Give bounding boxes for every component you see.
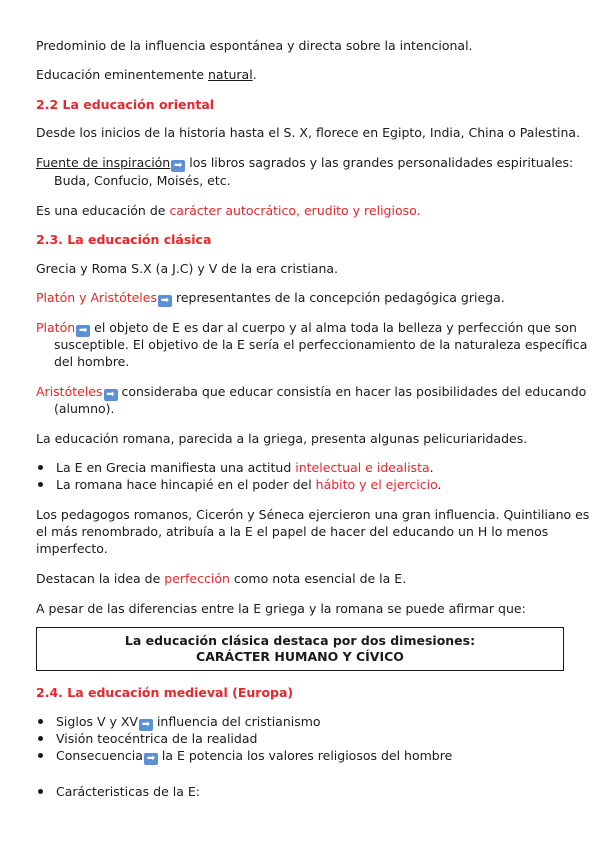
paragraph-oriental-history: Desde los inicios de la historia hasta el S. X, florece en Egipto, India, China o Palestina.	[36, 125, 581, 140]
list-item	[56, 476, 566, 493]
arrow-right-icon: ➡	[76, 325, 90, 337]
box-line2: CARÁCTER HUMANO Y CÍVICO	[196, 649, 404, 664]
text: Es una educación de	[36, 203, 170, 218]
text: Destacan la idea de	[36, 571, 165, 586]
highlight-red: intelectual e idealista	[295, 460, 430, 475]
section-heading-2-2: 2.2 La educación oriental	[36, 97, 215, 112]
paragraph-grecia-roma: Grecia y Roma S.X (a J.C) y V de la era cristiana.	[36, 261, 339, 276]
highlight-red: Platón y Aristóteles	[36, 290, 157, 305]
highlight-red: Aristóteles	[36, 384, 103, 399]
paragraph-platon	[36, 319, 577, 337]
paragraph-aristoteles	[36, 383, 587, 401]
paragraph-aristoteles-line2: (alumno).	[54, 401, 115, 416]
paragraph-fuente	[36, 154, 574, 172]
list-item	[56, 713, 566, 731]
text: .	[437, 477, 442, 492]
paragraph-platon-line2: susceptible. El objetivo de la E sería el perfeccionamiento de la naturaleza específica	[54, 337, 588, 352]
paragraph-pedagogos-line1: Los pedagogos romanos, Cicerón y Séneca ejercieron una gran influencia. Quintiliano es	[36, 507, 590, 522]
paragraph-caracter	[36, 202, 566, 219]
list-item	[56, 459, 566, 476]
text: representantes de la concepción pedagógica griega.	[171, 290, 505, 305]
text: los libros sagrados y las grandes personalidades espirituales:	[185, 155, 574, 170]
list-item: Carácteristicas de la E:	[56, 783, 566, 800]
list-item	[56, 730, 566, 747]
paragraph-perfeccion	[36, 570, 566, 587]
paragraph-platon-aristoteles	[36, 289, 566, 307]
text: La E en Grecia manifiesta una actitud	[56, 460, 296, 475]
arrow-right-icon: ➡	[171, 160, 185, 172]
text: el objeto de E es dar al cuerpo y al alma toda la belleza y perfección que son	[90, 320, 577, 335]
arrow-right-icon: ➡	[144, 753, 158, 765]
highlight-box	[36, 627, 564, 671]
highlight-red: hábito y el ejercicio	[315, 477, 438, 492]
text: consideraba que educar consistía en hacer las posibilidades del educando	[117, 384, 587, 399]
highlight-red: carácter autocrático, erudito y religioso.	[169, 203, 421, 218]
text: .	[252, 67, 257, 82]
text: Siglos V y XV	[56, 714, 138, 729]
text: La romana hace hincapié en el poder del	[56, 477, 316, 492]
paragraph-predominio: Predominio de la influencia espontánea y directa sobre la intencional.	[36, 38, 473, 53]
arrow-right-icon: ➡	[104, 389, 118, 401]
paragraph-pedagogos-line2: el más renombrado, atribuía a la E el papel de hacer del educando un H lo menos	[36, 524, 549, 539]
text: .	[429, 460, 434, 475]
arrow-right-icon: ➡	[139, 719, 153, 731]
box-line1: La educación clásica destaca por dos dimesiones:	[124, 633, 476, 648]
highlight-red: perfección	[164, 571, 230, 586]
highlight-red: Platón	[36, 320, 76, 335]
paragraph-natural	[36, 66, 566, 83]
arrow-right-icon: ➡	[158, 295, 172, 307]
text: influencia del cristianismo	[152, 714, 321, 729]
text: la E potencia los valores religiosos del hombre	[157, 748, 453, 763]
paragraph-a-pesar: A pesar de las diferencias entre la E griega y la romana se puede afirmar que:	[36, 601, 526, 616]
paragraph-romana: La educación romana, parecida a la griega, presenta algunas pelicuriaridades.	[36, 431, 528, 446]
underlined-term: Fuente de inspiración	[36, 155, 171, 170]
paragraph-platon-line3: del hombre.	[54, 354, 130, 369]
section-heading-2-3: 2.3. La educación clásica	[36, 232, 212, 247]
text: Consecuencia	[56, 748, 143, 763]
paragraph-fuente-line2: Buda, Confucio, Moisés, etc.	[54, 173, 231, 188]
text: como nota esencial de la E.	[229, 571, 407, 586]
list-item	[56, 747, 566, 765]
text: Educación eminentemente	[36, 67, 208, 82]
text: Visión teocéntrica de la realidad	[56, 731, 258, 746]
underlined-word: natural	[208, 67, 253, 82]
section-heading-2-4: 2.4. La educación medieval (Europa)	[36, 685, 294, 700]
paragraph-pedagogos-line3: imperfecto.	[36, 541, 108, 556]
